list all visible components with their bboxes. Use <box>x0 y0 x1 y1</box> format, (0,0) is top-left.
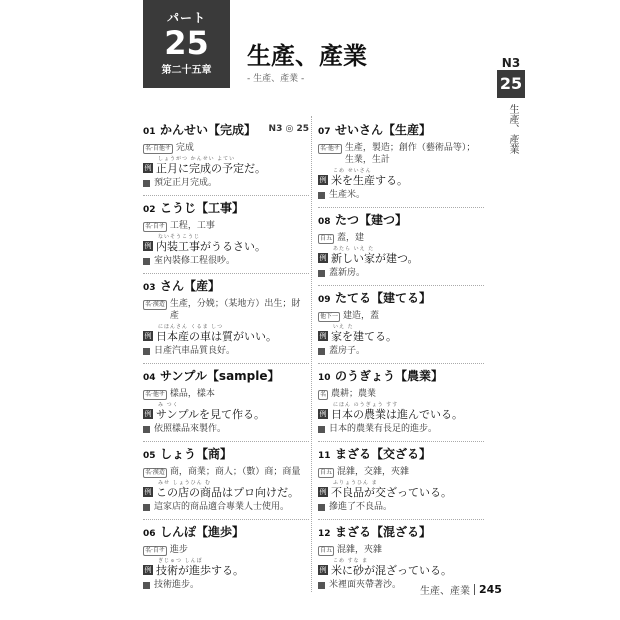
example-sentence: 新しい家が建つ。 <box>331 252 419 265</box>
example-icon: 例 <box>319 254 327 262</box>
entry-index: 11 <box>318 451 331 461</box>
entry-definition <box>318 544 484 556</box>
entry-head <box>143 200 309 218</box>
part-of-speech-badge: 名 <box>320 391 327 398</box>
translation-icon <box>318 426 325 433</box>
entry-index: 01 <box>143 127 156 137</box>
example-icon: 例 <box>319 176 327 184</box>
entry-index: 08 <box>318 217 331 227</box>
example-block <box>331 324 397 343</box>
entry-headword: たてる【建てる】 <box>335 291 432 305</box>
part-of-speech-badge: 名·他サ <box>320 145 340 152</box>
left-column <box>143 118 309 597</box>
translation-icon <box>318 270 325 277</box>
entry-index: 10 <box>318 373 331 383</box>
entry-definition <box>143 388 309 400</box>
translation-text: 米裡面夾帶著沙。 <box>329 580 402 590</box>
entry-meaning: 生產，分娩；（某地方）出生；財產 <box>169 299 301 321</box>
translation-text: 這家店的商品適合專業人士使用。 <box>154 502 290 512</box>
chapter-part-label: パート <box>166 11 206 25</box>
example-icon: 例 <box>144 164 152 172</box>
entry-headword: まざる【混ざる】 <box>335 525 432 539</box>
example-furigana: あたら いえ た <box>333 246 375 252</box>
entry-head <box>143 446 309 464</box>
part-of-speech-badge: 名·他サ <box>145 391 165 398</box>
entry-headword: サンプル【sample】 <box>160 369 280 383</box>
example-sentence: 米を生産する。 <box>331 174 408 187</box>
example-icon: 例 <box>144 488 152 496</box>
example-icon: 例 <box>144 566 152 574</box>
vocab-entry <box>143 520 309 597</box>
entry-meaning: 建造，蓋 <box>343 311 380 321</box>
vocab-entry <box>318 118 484 208</box>
translation-icon <box>143 258 150 265</box>
vocab-entry <box>143 364 309 442</box>
example-furigana: み つく <box>158 402 179 408</box>
vocab-entry <box>318 208 484 286</box>
vocab-entry <box>318 442 484 520</box>
entry-meaning: 蓋，建 <box>337 233 365 243</box>
chapter-sub-label: 第二十五章 <box>161 65 212 76</box>
entry-definition <box>143 544 309 556</box>
example-furigana: しょうがつ かんせい よてい <box>158 156 236 162</box>
example-furigana: ぎじゅつ しんぽ <box>158 558 203 564</box>
example-block <box>156 234 266 253</box>
translation-icon <box>143 426 150 433</box>
example-sentence: 内装工事がうるさい。 <box>156 240 266 253</box>
entry-definition <box>318 142 484 166</box>
example-block <box>331 558 452 577</box>
vocab-entry <box>143 118 309 196</box>
translation-icon <box>318 504 325 511</box>
entry-translation <box>318 189 484 201</box>
side-tab-level: N3 <box>501 56 521 70</box>
example-furigana: ふりょうひん ま <box>333 480 378 486</box>
entry-head <box>143 368 309 386</box>
entry-meaning: 完成 <box>175 143 194 153</box>
entry-example <box>143 402 309 421</box>
entry-index: 12 <box>318 529 331 539</box>
entry-translation <box>143 579 309 591</box>
translation-icon <box>318 348 325 355</box>
entry-index: 04 <box>143 373 156 383</box>
footer-separator <box>474 584 475 595</box>
entry-definition <box>143 220 309 232</box>
entry-head <box>318 524 484 542</box>
translation-icon <box>318 582 325 589</box>
part-of-speech-badge: 自五 <box>320 547 333 554</box>
entry-index: 03 <box>143 283 156 293</box>
entry-translation <box>143 177 309 189</box>
entry-head <box>318 212 484 230</box>
example-block <box>156 156 266 175</box>
example-furigana: にほん のうぎょう すす <box>333 402 399 408</box>
example-sentence: 技術が進歩する。 <box>156 564 244 577</box>
entry-headword: たつ【建つ】 <box>335 213 408 227</box>
entry-meaning: 混雜，夾雜 <box>337 545 383 555</box>
entry-meaning: 商，商業；商人；（數）商；商量 <box>169 467 301 477</box>
entry-translation <box>318 267 484 279</box>
part-of-speech-badge: 名·自サ <box>145 223 165 230</box>
part-of-speech-badge: 自五 <box>320 469 333 476</box>
part-of-speech-badge: 名·漢造 <box>145 469 165 476</box>
example-block <box>156 324 277 343</box>
entry-headword: まざる【交ざる】 <box>335 447 432 461</box>
translation-text: 技術進步。 <box>154 580 200 590</box>
right-column <box>318 118 484 597</box>
entry-translation <box>143 255 309 267</box>
entry-meaning: 生產，製造；創作（藝術品等）；生業，生計 <box>344 143 476 165</box>
example-icon: 例 <box>319 566 327 574</box>
entry-definition <box>318 388 484 400</box>
entry-index: 09 <box>318 295 331 305</box>
example-furigana: みせ しょうひん む <box>158 480 212 486</box>
translation-text: 預定正月完成。 <box>154 178 218 188</box>
entry-definition <box>318 310 484 322</box>
example-sentence: 正月に完成の予定だ。 <box>156 162 266 175</box>
example-icon: 例 <box>319 410 327 418</box>
example-icon: 例 <box>144 242 152 250</box>
page-number: 245 <box>479 583 502 596</box>
example-icon: 例 <box>144 410 152 418</box>
vocab-entry <box>318 364 484 442</box>
part-of-speech-badge: 自五 <box>320 235 333 242</box>
entry-head <box>318 368 484 386</box>
example-icon: 例 <box>144 332 152 340</box>
translation-text: 摻進了不良品。 <box>329 502 393 512</box>
example-furigana: いえ た <box>333 324 354 330</box>
page-title: 生產、產業 <box>247 42 367 70</box>
example-furigana: こめ すな ま <box>333 558 369 564</box>
entry-headword: のうぎょう【農業】 <box>335 369 444 383</box>
entry-index: 06 <box>143 529 156 539</box>
entry-example <box>318 480 484 499</box>
translation-text: 蓋房子。 <box>329 346 366 356</box>
entry-definition <box>143 298 309 322</box>
example-furigana: こめ せいさん <box>333 168 372 174</box>
entry-example <box>318 558 484 577</box>
entry-head <box>318 290 484 308</box>
translation-icon <box>143 348 150 355</box>
translation-text: 日產汽車品質良好。 <box>154 346 236 356</box>
entry-example <box>318 402 484 421</box>
example-block <box>156 480 299 499</box>
entry-head <box>143 278 309 296</box>
example-sentence: この店の商品はプロ向けだ。 <box>156 486 299 499</box>
entry-example <box>143 324 309 343</box>
example-block <box>156 558 244 577</box>
entry-translation <box>318 345 484 357</box>
part-of-speech-badge: 他下一 <box>320 313 339 320</box>
example-icon: 例 <box>319 332 327 340</box>
translation-text: 生產米。 <box>329 190 366 200</box>
translation-icon <box>143 504 150 511</box>
entry-definition <box>318 466 484 478</box>
entry-head <box>318 122 484 140</box>
chapter-badge <box>143 0 230 88</box>
example-block <box>331 168 408 187</box>
translation-text: 室內裝修工程很吵。 <box>154 256 236 266</box>
entry-translation <box>143 345 309 357</box>
entry-headword: せいさん【生産】 <box>335 123 432 137</box>
side-tab-number: 25 <box>497 70 525 98</box>
translation-text: 依照樣品來製作。 <box>154 424 227 434</box>
entry-example <box>318 246 484 265</box>
entry-translation <box>143 423 309 435</box>
example-block <box>331 480 452 499</box>
column-divider <box>311 116 312 592</box>
vocab-entry <box>143 442 309 520</box>
example-sentence: 家を建てる。 <box>331 330 397 343</box>
entry-example <box>143 156 309 175</box>
example-sentence: 不良品が交ざっている。 <box>331 486 452 499</box>
entry-example <box>318 168 484 187</box>
entry-headword: しょう【商】 <box>160 447 233 461</box>
example-furigana: ないそうこうじ <box>158 234 201 240</box>
translation-icon <box>318 192 325 199</box>
example-block <box>331 246 419 265</box>
entry-definition <box>318 232 484 244</box>
translation-icon <box>143 180 150 187</box>
translation-text: 蓋新房。 <box>329 268 366 278</box>
page-subtitle: - 生產、產業 - <box>247 74 305 84</box>
entry-head <box>143 524 309 542</box>
example-icon: 例 <box>319 488 327 496</box>
example-sentence: 日本産の車は質がいい。 <box>156 330 277 343</box>
entry-meaning: 農耕；農業 <box>331 389 377 399</box>
part-of-speech-badge: 名·自サ <box>145 547 165 554</box>
entry-index: 02 <box>143 205 156 215</box>
part-of-speech-badge: 名·自他サ <box>145 145 171 152</box>
entry-headword: こうじ【工事】 <box>160 201 245 215</box>
chapter-number: 25 <box>164 24 209 62</box>
vocab-entry <box>318 286 484 364</box>
entry-example <box>143 234 309 253</box>
example-sentence: 米に砂が混ざっている。 <box>331 564 452 577</box>
entry-headword: かんせい【完成】 <box>160 123 257 137</box>
entry-headword: さん【産】 <box>160 279 221 293</box>
entry-translation <box>318 423 484 435</box>
side-tab-label: 生產、產業 <box>507 104 518 154</box>
entry-head <box>318 446 484 464</box>
entry-meaning: 混雜，交雜，夾雜 <box>337 467 410 477</box>
example-block <box>156 402 265 421</box>
example-sentence: サンプルを見て作る。 <box>156 408 266 421</box>
entry-audio-ref: N3 ◎ 25 <box>268 124 309 134</box>
entry-meaning: 工程，工事 <box>169 221 215 231</box>
entry-meaning: 進步 <box>169 545 188 555</box>
entry-definition <box>143 466 309 478</box>
example-block <box>331 402 463 421</box>
translation-icon <box>143 582 150 589</box>
entry-definition <box>143 142 309 154</box>
vocab-entry <box>143 196 309 274</box>
part-of-speech-badge: 名·漢造 <box>145 301 165 308</box>
entry-example <box>143 480 309 499</box>
entry-index: 05 <box>143 451 156 461</box>
entry-headword: しんぽ【進歩】 <box>160 525 245 539</box>
footer-section: 生產、產業 <box>420 586 470 597</box>
entry-example <box>318 324 484 343</box>
entry-index: 07 <box>318 127 331 137</box>
entry-translation <box>143 501 309 513</box>
example-sentence: 日本の農業は進んでいる。 <box>331 408 463 421</box>
entry-example <box>143 558 309 577</box>
example-furigana: にほんさん くるま しつ <box>158 324 224 330</box>
page-footer <box>420 582 502 597</box>
vocab-entry <box>143 274 309 364</box>
translation-text: 日本的農業有長足的進步。 <box>329 424 438 434</box>
entry-translation <box>318 501 484 513</box>
entry-meaning: 樣品，樣本 <box>169 389 215 399</box>
